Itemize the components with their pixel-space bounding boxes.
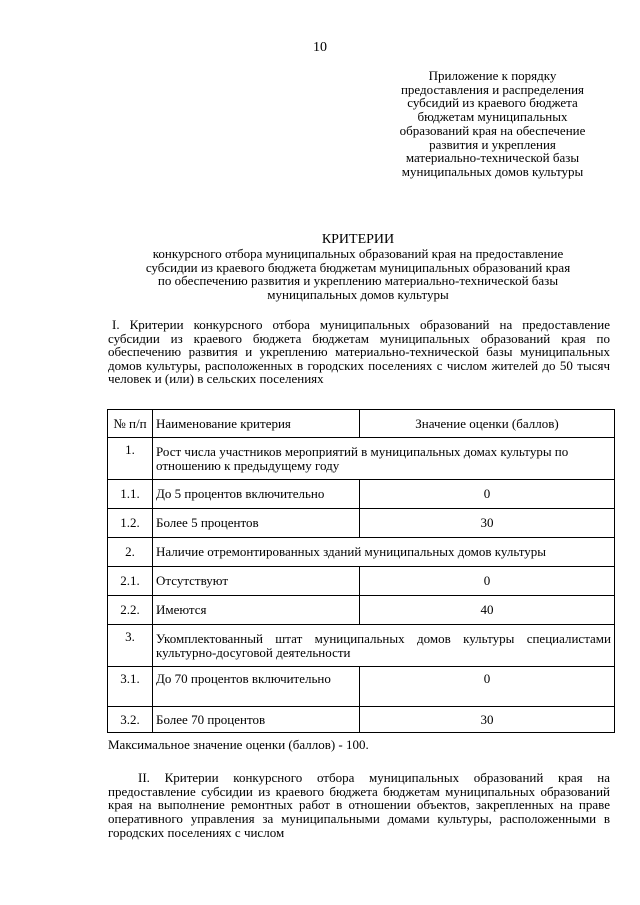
row-score: 0 [360,480,615,509]
table-row [108,538,615,567]
row-name: Рост числа участников мероприятий в муниципальных домах культуры по отношению к предыдущему году [153,438,615,480]
table-row [108,438,615,480]
row-name: Укомплектованный штат муниципальных домов культуры специалистами культурно-досуговой деятельности [153,625,615,667]
row-num: 3.1. [108,667,153,707]
appendix-note [380,69,605,179]
row-num: 1. [108,438,153,480]
table-row [108,480,615,509]
header-score: Значение оценки (баллов) [360,410,615,438]
row-score: 30 [360,707,615,733]
row-name: Имеются [153,596,360,625]
table-row [108,707,615,733]
row-score: 30 [360,509,615,538]
subtitle-line: по обеспечению развития и укреплению материально-технической базы [157,273,559,288]
header-num: № п/п [108,410,153,438]
row-name: Наличие отремонтированных зданий муниципальных домов культуры [153,538,615,567]
row-name: Более 5 процентов [153,509,360,538]
table-row [108,596,615,625]
row-num: 3.2. [108,707,153,733]
subtitle-line: субсидии из краевого бюджета бюджетам муниципальных образований края [145,259,571,275]
section-two-heading: II. Критерии конкурсного отбора муниципальных образований края на предоставление субсидии из краевого бюджета бюджетам муниципальных образований края на выполнение ремонтных работ в отношении объектов, закрепленных на праве оперативного управления за муниципальными домами культуры, расположенными в городских поселениях с числом [108,770,610,840]
appendix-line: бюджетам муниципальных [417,109,568,125]
row-name: До 70 процентов включительно [153,667,360,707]
row-score: 0 [360,567,615,596]
appendix-line: Приложение к порядку [428,68,557,83]
subtitle-line: муниципальных домов культуры [267,286,449,302]
row-num: 1.1. [108,480,153,509]
appendix-line: субсидий из краевого бюджета [407,95,578,111]
row-name: Отсутствуют [153,567,360,596]
max-score-note: Максимальное значение оценки (баллов) - 100. [108,737,369,752]
row-num: 2. [108,538,153,567]
subtitle-line: конкурсного отбора муниципальных образований края на предоставление [152,246,564,261]
appendix-line: материально-технической базы [405,150,580,166]
header-name: Наименование критерия [153,410,360,438]
criteria-table [107,409,615,733]
row-score: 0 [360,667,615,707]
table-row [108,625,615,667]
appendix-line: предоставления и распределения [400,81,585,97]
section-one-heading: I. Критерии конкурсного отбора муниципальных образований на предоставление субсидии из краевого бюджета бюджетам муниципальных образований края по обеспечению развития и укреплению материально-технической базы муниципальных домов культуры, расположенных в городских поселениях с числом жителей до 50 тысяч человек и (или) в сельских поселениях [108,317,610,386]
table-row [108,509,615,538]
row-num: 1.2. [108,509,153,538]
table-row [108,567,615,596]
row-name: До 5 процентов включительно [153,480,360,509]
row-score: 40 [360,596,615,625]
document-subtitle [110,247,606,301]
appendix-line: развития и укрепления [429,136,556,152]
table-row [108,667,615,707]
row-num: 2.2. [108,596,153,625]
row-num: 2.1. [108,567,153,596]
page-number: 10 [313,40,327,55]
row-name: Более 70 процентов [153,707,360,733]
document-title: КРИТЕРИИ [321,232,395,247]
table-header-row [108,410,615,438]
row-num: 3. [108,625,153,667]
appendix-line: муниципальных домов культуры [401,163,584,179]
appendix-line: образований края на обеспечение [399,122,586,138]
